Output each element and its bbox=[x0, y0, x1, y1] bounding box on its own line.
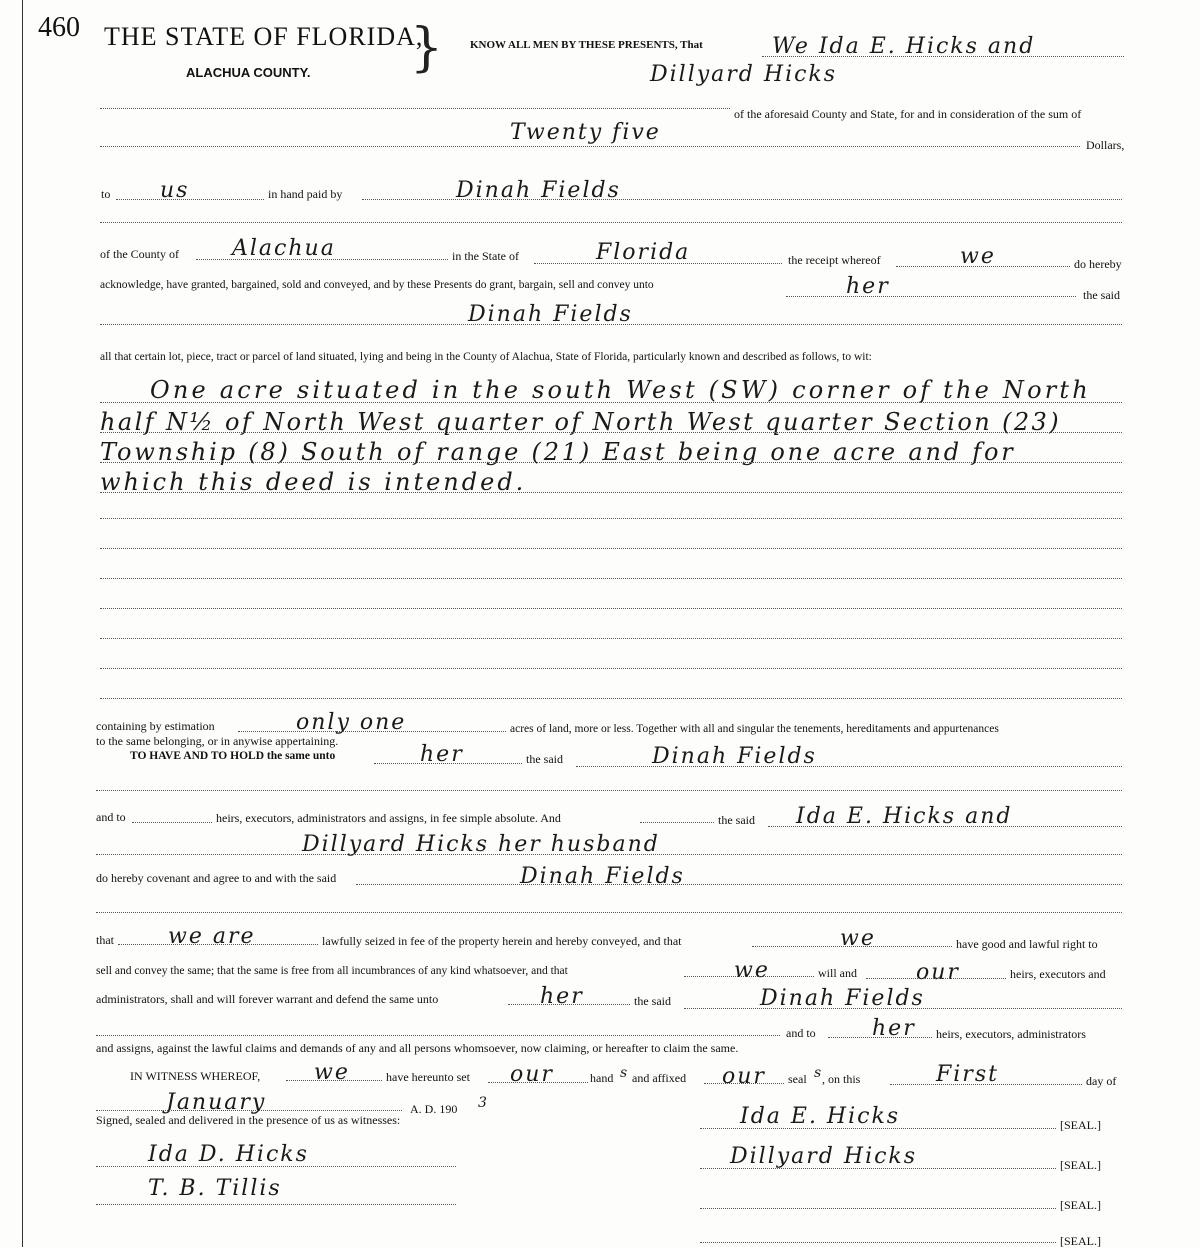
rule-grantee bbox=[100, 324, 1122, 325]
rule-month bbox=[96, 1110, 402, 1111]
in-witness-text: IN WITNESS WHEREOF, bbox=[130, 1069, 261, 1083]
rule-blank-10 bbox=[96, 912, 1122, 913]
state-of-text: in the State of bbox=[452, 249, 519, 263]
same-belonging-text: to the same belonging, or in anywise appertaining. bbox=[96, 734, 339, 748]
hw-warrant-grantee: Dinah Fields bbox=[760, 986, 925, 1011]
all-that-certain-text: all that certain lot, piece, tract or parcel of land situated, lying and being in the County of Alachua, State of Florida, particularly known and described as follows, to wit: bbox=[100, 351, 872, 363]
rule-and-grantor bbox=[768, 826, 1122, 827]
and-affixed-text: and affixed bbox=[632, 1071, 687, 1085]
rule-warrant-grantee bbox=[684, 1008, 1122, 1009]
hw-hold-unto: her bbox=[420, 742, 464, 767]
rule-and-to bbox=[132, 822, 212, 823]
hw-acres: only one bbox=[296, 710, 407, 735]
rule-blank-7 bbox=[100, 668, 1122, 669]
hw-description-3: Township (8) South of range (21) East being one acre and for bbox=[100, 438, 1016, 466]
rule-to bbox=[116, 199, 264, 200]
to-text: to bbox=[101, 187, 111, 201]
covenant-text: do hereby covenant and agree to and with the said bbox=[96, 871, 337, 885]
hw-grantors-line-2: Dillyard Hicks bbox=[650, 62, 838, 87]
have-hereunto-text: have hereunto set bbox=[386, 1070, 470, 1084]
county-of-text: of the County of bbox=[100, 247, 179, 261]
hw-and-to-her: her bbox=[872, 1016, 916, 1041]
day-of-text: day of bbox=[1086, 1074, 1117, 1088]
administrators-warrant-text: administrators, shall and will forever warrant and defend the same unto bbox=[96, 992, 439, 1006]
hw-affixed-our: our bbox=[722, 1064, 766, 1089]
rule-blank-9 bbox=[96, 790, 1122, 791]
rule-state bbox=[534, 263, 782, 264]
heirs-exec-admin-text: heirs, executors, administrators bbox=[936, 1027, 1086, 1041]
and-to-text-2: and to bbox=[786, 1026, 816, 1040]
page-edge-line bbox=[22, 0, 23, 1247]
aforesaid-text: of the aforesaid County and State, for and in consideration of the sum of bbox=[734, 107, 1082, 121]
rule-affixed-our bbox=[704, 1083, 784, 1084]
rule-blank-4 bbox=[100, 578, 1122, 579]
hw-witness-1: Ida D. Hicks bbox=[148, 1142, 309, 1167]
acres-of-land-text: acres of land, more or less. Together with all and singular the tenements, hereditaments and appurtenances bbox=[510, 723, 999, 735]
rule-sig-3 bbox=[700, 1208, 1056, 1209]
signed-sealed-text: Signed, sealed and delivered in the presence of us as witnesses: bbox=[96, 1113, 401, 1127]
rule-paid-by bbox=[362, 199, 1122, 200]
header-brace: } bbox=[410, 18, 444, 78]
rule-county bbox=[196, 259, 448, 260]
know-all-men-text: KNOW ALL MEN BY THESE PRESENTS, That bbox=[470, 39, 703, 51]
hw-hold-grantee: Dinah Fields bbox=[652, 744, 817, 769]
county-heading: ALACHUA COUNTY. bbox=[186, 65, 311, 80]
containing-text: containing by estimation bbox=[96, 719, 215, 733]
rule-blank-8 bbox=[100, 698, 1122, 699]
state-title: THE STATE OF FLORIDA, bbox=[104, 22, 424, 51]
receipt-text: the receipt whereof bbox=[788, 253, 881, 267]
rule-aforesaid bbox=[100, 108, 730, 109]
hw-we-have: we bbox=[840, 926, 876, 951]
have-good-text: have good and lawful right to bbox=[956, 937, 1098, 951]
rule-desc-3 bbox=[100, 462, 1122, 463]
on-this-text: , on this bbox=[822, 1072, 861, 1086]
rule-blank-1 bbox=[100, 222, 1122, 223]
rule-sig-2 bbox=[700, 1168, 1056, 1169]
grantors-rule-1 bbox=[762, 56, 1124, 57]
the-said-text-2: the said bbox=[526, 752, 563, 766]
lawfully-seized-text: lawfully seized in fee of the property herein and hereby conveyed, and that bbox=[322, 934, 682, 948]
rule-acres bbox=[238, 731, 506, 732]
seal-label-4: [SEAL.] bbox=[1060, 1234, 1101, 1248]
rule-set-our bbox=[488, 1082, 588, 1083]
hw-to-whom: us bbox=[160, 178, 190, 203]
sell-convey-text: sell and convey the same; that the same is free from all incumbrances of any kind whatsoever, and that bbox=[96, 965, 568, 977]
hw-covenant-with: Dinah Fields bbox=[520, 864, 685, 889]
rule-and-grantor-2 bbox=[96, 854, 1122, 855]
the-said-text-4: the said bbox=[634, 994, 671, 1008]
hw-set-our: our bbox=[510, 1062, 554, 1087]
heirs-fee-simple-text: heirs, executors, administrators and assigns, in fee simple absolute. And bbox=[216, 811, 561, 825]
hw-our-heirs: our bbox=[916, 960, 960, 985]
hw-county: Alachua bbox=[232, 236, 336, 261]
hw-month: January bbox=[166, 1090, 267, 1115]
rule-blank-3 bbox=[100, 548, 1122, 549]
rule-blank-11 bbox=[96, 1035, 780, 1036]
hw-description-2: half N½ of North West quarter of North West quarter Section (23) bbox=[100, 408, 1061, 436]
rule-our-heirs bbox=[866, 978, 1006, 979]
hand-text: hand bbox=[590, 1071, 614, 1085]
rule-day bbox=[890, 1084, 1082, 1085]
rule-witness-1 bbox=[96, 1166, 456, 1167]
will-and-text: will and bbox=[818, 966, 857, 980]
hw-witness-we: we bbox=[314, 1060, 350, 1085]
hw-hand-suffix: s bbox=[620, 1065, 628, 1081]
seal-label-1: [SEAL.] bbox=[1060, 1118, 1101, 1132]
and-to-text: and to bbox=[96, 810, 126, 824]
hw-warrant-unto: her bbox=[540, 984, 584, 1009]
heirs-executors-and-text: heirs, executors and bbox=[1010, 967, 1106, 981]
hw-receipt-by: we bbox=[960, 244, 996, 269]
hw-signature-grantor-1: Ida E. Hicks bbox=[740, 1104, 901, 1129]
rule-sum bbox=[100, 146, 1080, 147]
hw-sum: Twenty five bbox=[510, 120, 661, 145]
rule-desc-4 bbox=[100, 492, 1122, 493]
paid-by-text: in hand paid by bbox=[268, 187, 343, 201]
rule-witness-2 bbox=[96, 1204, 456, 1205]
hw-signature-grantor-2: Dillyard Hicks bbox=[730, 1144, 918, 1169]
rule-sig-4 bbox=[700, 1242, 1056, 1243]
rule-we-will bbox=[684, 976, 814, 977]
rule-witness-we bbox=[286, 1080, 382, 1081]
ad-text: A. D. 190 bbox=[410, 1102, 458, 1116]
page-number: 460 bbox=[38, 12, 80, 43]
hw-grantee: Dinah Fields bbox=[468, 302, 633, 327]
to-have-text: TO HAVE AND TO HOLD the same unto bbox=[130, 750, 336, 762]
rule-receipt bbox=[896, 266, 1070, 267]
hw-year-digit: 3 bbox=[478, 1095, 487, 1111]
the-said-text-3: the said bbox=[718, 813, 755, 827]
rule-we-have bbox=[752, 946, 952, 947]
and-assigns-text: and assigns, against the lawful claims and demands of any and all persons whomsoever, now claiming, or hereafter to claim the same. bbox=[96, 1041, 739, 1055]
rule-hold-unto bbox=[374, 763, 522, 764]
rule-and-to-her bbox=[828, 1037, 932, 1038]
hw-convey-unto: her bbox=[846, 274, 890, 299]
rule-warrant-unto bbox=[508, 1004, 630, 1005]
rule-blank-6 bbox=[100, 638, 1122, 639]
hw-and-grantor-2: Dillyard Hicks her husband bbox=[302, 832, 660, 857]
rule-desc-1 bbox=[100, 402, 1122, 403]
hw-grantors-line-1: We Ida E. Hicks and bbox=[772, 34, 1036, 59]
hw-paid-by: Dinah Fields bbox=[456, 178, 621, 203]
rule-sig-1 bbox=[700, 1128, 1056, 1129]
acknowledge-text: acknowledge, have granted, bargained, sold and conveyed, and by these Presents do grant, bargain, sell and convey unto bbox=[100, 279, 654, 291]
rule-hold-grantee bbox=[576, 766, 1122, 767]
seal-label-2: [SEAL.] bbox=[1060, 1158, 1101, 1172]
hw-we-are: we are bbox=[168, 924, 256, 949]
that-text: that bbox=[96, 933, 114, 947]
rule-desc-2 bbox=[100, 432, 1122, 433]
hw-and-grantor: Ida E. Hicks and bbox=[796, 804, 1013, 829]
rule-blank-2 bbox=[100, 518, 1122, 519]
hw-witness-2: T. B. Tillis bbox=[148, 1176, 282, 1201]
hw-state: Florida bbox=[596, 240, 691, 265]
rule-blank-5 bbox=[100, 608, 1122, 609]
hw-description-1: One acre situated in the south West (SW) corner of the North bbox=[150, 376, 1091, 404]
rule-covenant bbox=[356, 884, 1122, 885]
hw-we-will: we bbox=[734, 958, 770, 983]
hw-day: First bbox=[936, 1062, 999, 1087]
hw-seal-suffix: s bbox=[814, 1065, 822, 1081]
rule-we-are bbox=[118, 944, 318, 945]
seal-word-text: seal bbox=[788, 1072, 807, 1086]
rule-and bbox=[640, 822, 714, 823]
the-said-text-1: the said bbox=[1083, 288, 1120, 302]
do-hereby-text: do hereby bbox=[1074, 257, 1122, 271]
hw-description-4: which this deed is intended. bbox=[100, 468, 527, 496]
rule-convey-unto bbox=[786, 296, 1076, 297]
dollars-text: Dollars, bbox=[1086, 138, 1125, 152]
seal-label-3: [SEAL.] bbox=[1060, 1198, 1101, 1212]
